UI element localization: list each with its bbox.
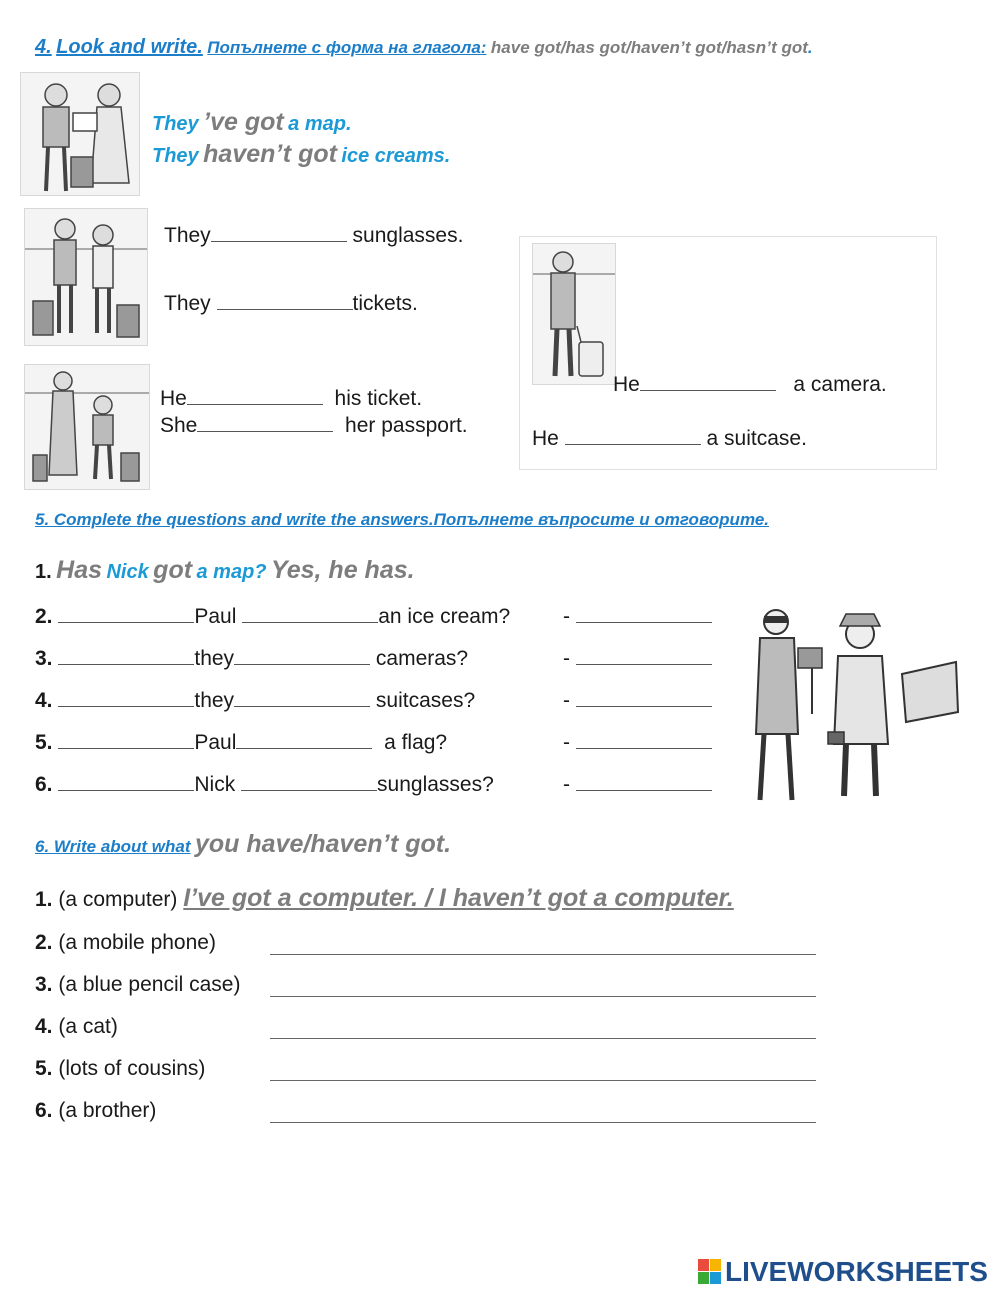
answer-blank[interactable] <box>242 604 378 623</box>
logo-block <box>698 1259 709 1271</box>
ex6-heading <box>35 830 451 859</box>
logo-block <box>698 1272 709 1284</box>
ex6-row: 5. (lots of cousins) <box>35 1057 206 1080</box>
question-row: 5. Paul a flag? <box>35 731 448 754</box>
answer-blank[interactable] <box>234 688 370 707</box>
answer-blank[interactable] <box>576 646 712 665</box>
ex6-example: 1. (a computer) I’ve got a computer. / I haven’t got a computer. <box>35 884 734 912</box>
illustration-old-couple-map <box>20 72 140 196</box>
answer-cell: - <box>563 688 712 713</box>
ex6-row: 2. (a mobile phone) <box>35 931 216 954</box>
ex5-example: 1. Has Nick got a map? Yes, he has. <box>35 556 415 584</box>
answer-cell: - <box>563 730 712 755</box>
logo-text: LIVEWORKSHEETS <box>725 1256 988 1287</box>
ex4-title: Look and write. <box>56 36 203 58</box>
answer-blank[interactable] <box>211 223 347 242</box>
answer-blank[interactable] <box>236 730 372 749</box>
ex6-row: 3. (a blue pencil case) <box>35 973 241 996</box>
question-row: 3. they cameras? <box>35 647 469 670</box>
ex4-example-1: They ’ve got a map. <box>152 108 352 136</box>
answer-cell: - <box>563 772 712 797</box>
ex5-heading: 5. Complete the questions and write the answers.Попълнете въпросите и отговорите. <box>35 510 770 529</box>
answer-blank[interactable] <box>565 426 701 445</box>
illustration-girls-tickets <box>24 208 148 346</box>
ex4-item-3: He his ticket. <box>160 387 423 410</box>
logo-block <box>710 1259 721 1271</box>
answer-blank[interactable] <box>576 604 712 623</box>
question-row: 4. they suitcases? <box>35 689 476 712</box>
answer-blank[interactable] <box>187 386 323 405</box>
answer-blank[interactable] <box>234 646 370 665</box>
ex4-item-5: He a camera. <box>613 373 887 396</box>
ex4-item-2: They tickets. <box>164 292 418 315</box>
answer-line[interactable] <box>270 1080 816 1081</box>
logo-block <box>710 1272 721 1284</box>
man-suitcase-drawing <box>533 244 615 384</box>
illustration-boys-flag-map <box>742 604 960 804</box>
liveworksheets-logo <box>698 1256 996 1288</box>
logo-blocks-icon <box>698 1259 722 1285</box>
answer-line[interactable] <box>270 1038 816 1039</box>
answer-line[interactable] <box>270 1122 816 1123</box>
ex4-item-1: They sunglasses. <box>164 224 464 247</box>
ex4-number: 4. <box>35 36 52 58</box>
answer-blank[interactable] <box>58 604 194 623</box>
answer-line[interactable] <box>270 954 816 955</box>
answer-blank[interactable] <box>217 291 353 310</box>
question-row: 6. Nick sunglasses? <box>35 773 494 796</box>
answer-blank[interactable] <box>576 730 712 749</box>
ex6-title: 6. Write about what <box>35 837 191 856</box>
answer-blank[interactable] <box>197 413 333 432</box>
answer-blank[interactable] <box>58 646 194 665</box>
illustration-man-suitcase <box>532 243 616 385</box>
illustration-woman-boy <box>24 364 150 490</box>
ex4-item-6: He a suitcase. <box>532 427 807 450</box>
girls-tickets-drawing <box>25 209 147 345</box>
ex4-options: have got/has got/haven’t got/hasn’t got <box>490 38 808 57</box>
ex6-row: 4. (a cat) <box>35 1015 118 1038</box>
ex4-instruction: Попълнете с форма на глагола: <box>207 38 487 57</box>
answer-blank[interactable] <box>58 772 194 791</box>
answer-cell: - <box>563 646 712 671</box>
answer-blank[interactable] <box>58 688 194 707</box>
answer-cell: - <box>563 604 712 629</box>
woman-boy-drawing <box>25 365 149 489</box>
ex4-heading: 4. Look and write. Попълнете с форма на глагола: have got/has got/haven’t got/hasn’t got. <box>35 36 813 58</box>
answer-blank[interactable] <box>241 772 377 791</box>
couple-map-drawing <box>21 73 139 195</box>
question-row: 2. Paul an ice cream? <box>35 605 511 628</box>
answer-blank[interactable] <box>58 730 194 749</box>
answer-blank[interactable] <box>640 372 776 391</box>
boys-flag-map-drawing <box>742 604 960 804</box>
ex4-example-2: They haven’t got ice creams. <box>152 140 451 168</box>
ex6-row: 6. (a brother) <box>35 1099 157 1122</box>
answer-blank[interactable] <box>576 688 712 707</box>
ex4-item-4: She her passport. <box>160 414 468 437</box>
ex6-subtitle: you have/haven’t got. <box>195 830 452 858</box>
answer-line[interactable] <box>270 996 816 997</box>
answer-blank[interactable] <box>576 772 712 791</box>
